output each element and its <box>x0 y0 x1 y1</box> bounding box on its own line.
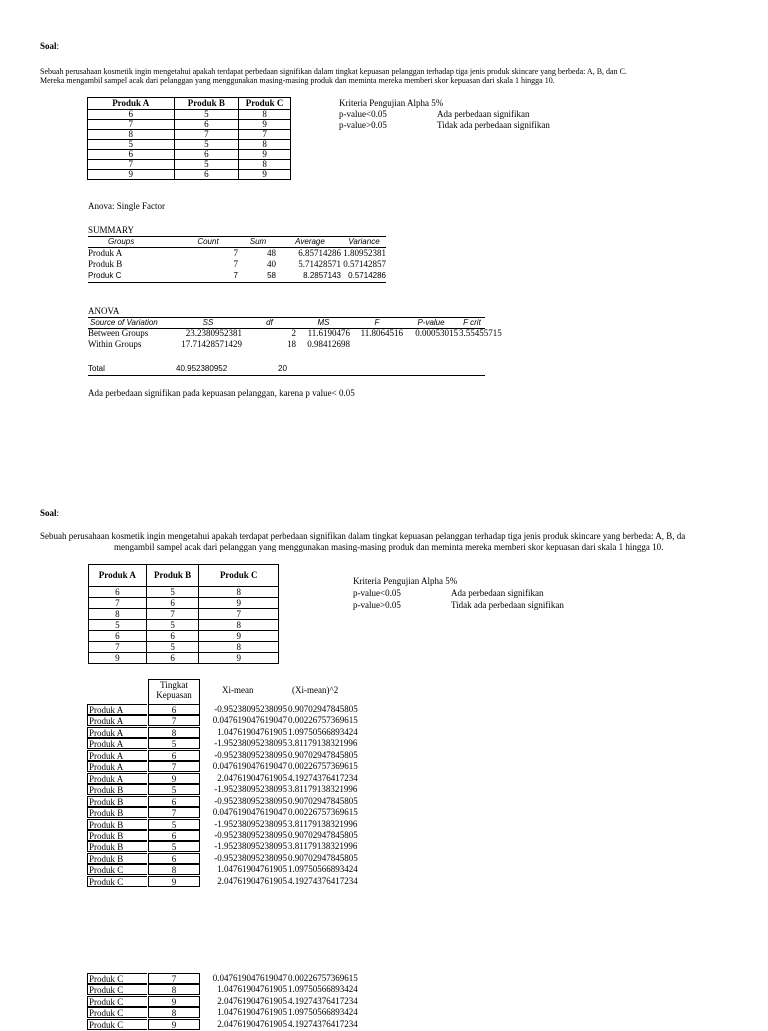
dev-score: 6 <box>148 704 200 715</box>
table-header-cell: Produk C <box>239 98 291 110</box>
table-cell: 5 <box>174 140 239 150</box>
dev-squared: 1.09750566893424 <box>288 726 358 737</box>
table-row <box>89 598 279 609</box>
dev-ximean: 1.04761904761905 <box>217 864 287 875</box>
table-row <box>88 150 291 160</box>
table-cell: 6 <box>88 150 175 160</box>
dev-product: Produk B <box>87 807 147 818</box>
table-row <box>89 620 279 631</box>
dev-product: Produk A <box>87 750 147 761</box>
table-cell: 6 <box>174 150 239 160</box>
dev-product: Produk A <box>87 704 147 715</box>
soal-heading-1: Soal: <box>40 41 60 51</box>
dev-squared: 4.19274376417234 <box>288 772 358 783</box>
summary-header-cell: Variance <box>348 237 380 246</box>
dev-squared: 0.90702947845805 <box>288 829 358 840</box>
dev-squared: 1.09750566893424 <box>288 984 358 995</box>
dev-product: Produk C <box>87 996 147 1007</box>
table-cell: 5 <box>89 620 147 631</box>
anova-header-cell: MS <box>317 318 330 327</box>
dev-row <box>87 984 357 995</box>
table-row <box>89 653 279 664</box>
summary-row <box>88 259 386 270</box>
summary-header-cell: Sum <box>249 237 267 246</box>
dev-product: Produk C <box>87 973 147 984</box>
dev-product: Produk C <box>87 1019 147 1030</box>
dev-ximean: 1.04761904761905 <box>217 984 287 995</box>
anova-cell: Within Groups <box>88 339 142 349</box>
summary-cell: 40 <box>267 259 276 269</box>
summary-cell: 8.2857143 <box>303 271 341 280</box>
dev-product: Produk B <box>87 796 147 807</box>
criteria-result: Ada perbedaan signifikan <box>451 588 544 598</box>
dev-score: 9 <box>148 1019 200 1030</box>
summary-cell: 1.80952381 <box>343 248 386 258</box>
anova-total-cell: Total <box>88 364 105 373</box>
criteria-block-2 <box>353 575 564 611</box>
dev-ximean: 0.047619047619047 <box>212 715 287 726</box>
dev-product: Produk B <box>87 830 147 841</box>
dev-row <box>87 715 357 726</box>
conclusion-text: Ada perbedaan signifikan pada kepuasan pelanggan, karena p value< 0.05 <box>88 388 355 398</box>
table-cell: 7 <box>88 160 175 170</box>
dev-row <box>87 1019 357 1030</box>
table-cell: 9 <box>199 598 279 609</box>
dev-ximean: -0.95238095238095 <box>214 852 287 863</box>
anova-cell: 18 <box>287 339 296 349</box>
dev-squared: 3.81179138321996 <box>288 738 358 749</box>
dev-ximean: -1.95238095238095 <box>214 784 287 795</box>
table-cell: 8 <box>199 642 279 653</box>
summary-label: SUMMARY <box>88 225 135 235</box>
table-cell: 9 <box>239 120 291 130</box>
table-cell: 5 <box>146 587 199 598</box>
anova-total-cell: 40.952380952 <box>176 364 228 373</box>
summary-header-cell: Groups <box>108 237 135 246</box>
anova-header-cell: df <box>266 318 273 327</box>
criteria-item <box>353 599 564 611</box>
dev-ximean: -0.95238095238095 <box>214 749 287 760</box>
dev-row <box>87 876 357 887</box>
criteria-result: Tidak ada perbedaan signifikan <box>437 120 550 130</box>
dev-squared: 4.19274376417234 <box>288 875 358 886</box>
dev-squared: 3.81179138321996 <box>288 841 358 852</box>
table-cell: 7 <box>146 609 199 620</box>
dev-header-ximean: Xi-mean <box>222 685 254 695</box>
dev-product: Produk C <box>87 864 147 875</box>
table-cell: 5 <box>88 140 175 150</box>
anova-header-row <box>88 317 485 328</box>
dev-score: 5 <box>148 784 200 795</box>
table-row <box>89 642 279 653</box>
dev-score: 8 <box>148 984 200 995</box>
table-row <box>89 587 279 598</box>
summary-header-cell: Count <box>197 237 219 246</box>
dev-product: Produk A <box>87 761 147 772</box>
dev-product: Produk C <box>87 984 147 995</box>
dev-row <box>87 853 357 864</box>
summary-row <box>88 248 386 259</box>
summary-cell: 7 <box>233 271 238 280</box>
anova-total-row <box>88 363 485 374</box>
table-header-cell: Produk B <box>174 98 239 110</box>
data-table-2 <box>88 564 279 664</box>
summary-cell: 58 <box>267 271 276 280</box>
dev-squared: 1.09750566893424 <box>288 864 358 875</box>
table-cell: 7 <box>88 120 175 130</box>
anova-header-cell: Source of Variation <box>90 318 158 327</box>
dev-product: Produk B <box>87 853 147 864</box>
dev-product: Produk A <box>87 773 147 784</box>
dev-score: 9 <box>148 773 200 784</box>
dev-squared: 0.90702947845805 <box>288 704 358 714</box>
dev-ximean: 0.047619047619047 <box>212 807 287 818</box>
anova-cell: 2 <box>291 328 296 338</box>
table-cell: 6 <box>88 110 175 120</box>
dev-row <box>87 773 357 784</box>
dev-squared: 0.90702947845805 <box>288 749 358 760</box>
table-cell: 8 <box>199 620 279 631</box>
dev-ximean: 1.04761904761905 <box>217 726 287 737</box>
table-cell: 7 <box>174 130 239 140</box>
table-row <box>88 120 291 130</box>
summary-cell: Produk A <box>88 248 123 258</box>
dev-ximean: 1.04761904761905 <box>217 1007 287 1018</box>
intro-text-2 <box>40 531 768 553</box>
dev-product: Produk A <box>87 727 147 738</box>
dev-row <box>87 1007 357 1018</box>
table-cell: 7 <box>199 609 279 620</box>
dev-score: 8 <box>148 727 200 738</box>
table-cell: 8 <box>239 110 291 120</box>
dev-squared: 3.81179138321996 <box>288 818 358 829</box>
table-cell: 7 <box>89 598 147 609</box>
dev-squared: 4.19274376417234 <box>288 995 358 1006</box>
dev-row <box>87 807 357 818</box>
dev-squared: 0.00226757369615 <box>288 807 358 818</box>
table-cell: 6 <box>89 631 147 642</box>
dev-product: Produk B <box>87 819 147 830</box>
criteria-block-1 <box>339 98 550 131</box>
table-cell: 6 <box>146 631 199 642</box>
dev-row <box>87 830 357 841</box>
dev-product: Produk C <box>87 876 147 887</box>
anova-cell: Between Groups <box>88 328 149 338</box>
dev-score: 9 <box>148 876 200 887</box>
criteria-condition: p-value<0.05 <box>353 588 401 598</box>
dev-score: 7 <box>148 761 200 772</box>
dev-ximean: -1.95238095238095 <box>214 818 287 829</box>
dev-ximean: 2.04761904761905 <box>217 875 287 886</box>
dev-squared: 0.90702947845805 <box>288 852 358 863</box>
dev-squared: 0.00226757369615 <box>288 715 358 726</box>
data-table-1 <box>87 97 291 180</box>
table-cell: 9 <box>199 653 279 664</box>
anova-title: Anova: Single Factor <box>88 201 165 211</box>
anova-row <box>88 339 485 350</box>
criteria-item <box>353 587 564 599</box>
dev-squared: 3.81179138321996 <box>288 784 358 795</box>
dev-row <box>87 973 357 984</box>
summary-cell: 0.57142857 <box>343 259 386 269</box>
dev-score: 5 <box>148 819 200 830</box>
table-row <box>88 130 291 140</box>
table-cell: 8 <box>239 140 291 150</box>
dev-score: 9 <box>148 996 200 1007</box>
table-cell: 5 <box>146 642 199 653</box>
dev-squared: 4.19274376417234 <box>288 1018 358 1029</box>
dev-ximean: -1.95238095238095 <box>214 738 287 749</box>
summary-cell: 0.5714286 <box>348 271 386 280</box>
anova-cell: 17.71428571429 <box>181 339 242 349</box>
dev-score: 7 <box>148 715 200 726</box>
summary-header-cell: Average <box>295 237 325 246</box>
dev-header-sq: (Xi-mean)^2 <box>292 685 339 695</box>
anova-header-cell: P-value <box>417 318 445 327</box>
dev-row <box>87 750 357 761</box>
table-header-cell: Produk B <box>146 565 199 587</box>
dev-ximean: -0.95238095238095 <box>214 795 287 806</box>
dev-score: 6 <box>148 830 200 841</box>
criteria-item <box>339 120 550 131</box>
table-cell: 5 <box>174 110 239 120</box>
table-header-cell: Produk A <box>89 565 147 587</box>
summary-cell: 6.85714286 <box>298 248 341 258</box>
anova-total-cell: 20 <box>278 364 287 373</box>
table-cell: 8 <box>199 587 279 598</box>
dev-ximean: 2.04761904761905 <box>217 1018 287 1029</box>
table-cell: 6 <box>146 598 199 609</box>
summary-cell: 7 <box>233 259 238 269</box>
dev-header-border <box>148 679 200 704</box>
anova-bottom-rule <box>88 375 485 376</box>
dev-score: 6 <box>148 750 200 761</box>
dev-ximean: -0.95238095238095 <box>214 829 287 840</box>
summary-cell: 48 <box>267 248 276 258</box>
summary-header-row <box>88 236 386 247</box>
dev-row <box>87 796 357 807</box>
table-cell: 8 <box>88 130 175 140</box>
dev-row <box>87 864 357 875</box>
dev-squared: 1.09750566893424 <box>288 1007 358 1018</box>
table-cell: 9 <box>89 653 147 664</box>
anova-row <box>88 328 502 339</box>
table-cell: 8 <box>239 160 291 170</box>
summary-cell: Produk B <box>88 259 123 269</box>
intro-line: Sebuah perusahaan kosmetik ingin mengetahui apakah terdapat perbedaan signifikan dalam tingkat kepuasan pelanggan terhadap tiga jenis produk skincare yang berbeda: A, B, dan C. <box>40 67 627 76</box>
dev-score: 8 <box>148 1007 200 1018</box>
dev-row <box>87 841 357 852</box>
table-cell: 5 <box>146 620 199 631</box>
dev-row <box>87 784 357 795</box>
dev-row <box>87 761 357 772</box>
dev-product: Produk C <box>87 1007 147 1018</box>
anova-cell: 0.00053015 <box>415 328 458 338</box>
table-row <box>89 631 279 642</box>
summary-row <box>88 270 386 281</box>
table-header-cell: Produk C <box>199 565 279 587</box>
anova-cell: 11.8064516 <box>360 328 403 338</box>
dev-score: 6 <box>148 853 200 864</box>
table-row <box>89 609 279 620</box>
criteria-result: Tidak ada perbedaan signifikan <box>451 600 564 610</box>
criteria-condition: p-value>0.05 <box>353 600 401 610</box>
table-cell: 8 <box>89 609 147 620</box>
dev-ximean: 0.047619047619047 <box>212 973 287 983</box>
table-row <box>88 160 291 170</box>
table-cell: 6 <box>89 587 147 598</box>
summary-bottom-rule <box>88 282 386 283</box>
dev-score: 7 <box>148 807 200 818</box>
dev-score: 6 <box>148 796 200 807</box>
dev-score: 7 <box>148 973 200 984</box>
dev-ximean: 0.047619047619047 <box>212 761 287 772</box>
dev-row <box>87 704 357 715</box>
criteria-condition: p-value<0.05 <box>339 109 387 119</box>
dev-product: Produk B <box>87 784 147 795</box>
dev-score: 8 <box>148 864 200 875</box>
dev-squared: 0.00226757369615 <box>288 973 358 983</box>
anova-cell: 0.98412698 <box>307 339 350 349</box>
table-cell: 6 <box>174 120 239 130</box>
dev-score: 5 <box>148 841 200 852</box>
table-header-cell: Produk A <box>88 98 175 110</box>
anova-cell: 3.55455715 <box>459 328 502 338</box>
anova-header-cell: F <box>374 318 380 327</box>
criteria-condition: p-value>0.05 <box>339 120 387 130</box>
anova-cell: 11.6190476 <box>307 328 350 338</box>
table-cell: 7 <box>89 642 147 653</box>
dev-squared: 0.90702947845805 <box>288 795 358 806</box>
table-cell: 6 <box>174 170 239 180</box>
dev-ximean: -0.95238095238095 <box>214 704 287 714</box>
table-cell: 9 <box>239 170 291 180</box>
summary-cell: 5.71428571 <box>298 259 341 269</box>
table-row <box>88 110 291 120</box>
dev-ximean: 2.04761904761905 <box>217 995 287 1006</box>
dev-header-tingkat: Tingkat Kepuasan <box>156 680 192 700</box>
intro-line: Sebuah perusahaan kosmetik ingin mengetahui apakah terdapat perbedaan signifikan dalam tingkat kepuasan pelanggan terhadap tiga jenis produk skincare yang berbeda: A, B, da <box>40 531 686 541</box>
dev-product: Produk A <box>87 715 147 726</box>
anova-header-cell: F crit <box>463 318 481 327</box>
anova-label: ANOVA <box>88 306 120 316</box>
criteria-item <box>339 109 550 120</box>
table-cell: 6 <box>146 653 199 664</box>
anova-header-cell: SS <box>202 318 214 327</box>
dev-row <box>87 738 357 749</box>
anova-cell: 23.2380952381 <box>185 328 242 338</box>
table-cell: 5 <box>174 160 239 170</box>
intro-line: mengambil sampel acak dari pelanggan yang menggunakan masing-masing produk dan meminta mereka memberi skor kepuasan dari skala 1 hingga 10. <box>114 542 664 552</box>
dev-squared: 0.00226757369615 <box>288 761 358 772</box>
intro-line: Mereka mengambil sampel acak dari pelanggan yang menggunakan masing-masing produk dan meminta mereka memberi skor kepuasan dari skala 1 hingga 10. <box>40 76 555 85</box>
criteria-title: Kriteria Pengujian Alpha 5% <box>353 576 458 586</box>
table-cell: 9 <box>199 631 279 642</box>
dev-product: Produk A <box>87 738 147 749</box>
dev-row <box>87 996 357 1007</box>
dev-row <box>87 727 357 738</box>
table-cell: 9 <box>239 150 291 160</box>
criteria-result: Ada perbedaan signifikan <box>437 109 530 119</box>
intro-text-1 <box>40 67 627 85</box>
soal-heading-2: Soal: <box>40 508 60 518</box>
dev-product: Produk B <box>87 841 147 852</box>
criteria-title: Kriteria Pengujian Alpha 5% <box>339 98 444 108</box>
dev-ximean: 2.04761904761905 <box>217 772 287 783</box>
dev-score: 5 <box>148 738 200 749</box>
dev-ximean: -1.95238095238095 <box>214 841 287 852</box>
table-row <box>88 170 291 180</box>
table-cell: 7 <box>239 130 291 140</box>
table-cell: 9 <box>88 170 175 180</box>
table-row <box>88 140 291 150</box>
dev-row <box>87 819 357 830</box>
summary-cell: Produk C <box>88 271 122 280</box>
summary-cell: 7 <box>233 248 238 258</box>
